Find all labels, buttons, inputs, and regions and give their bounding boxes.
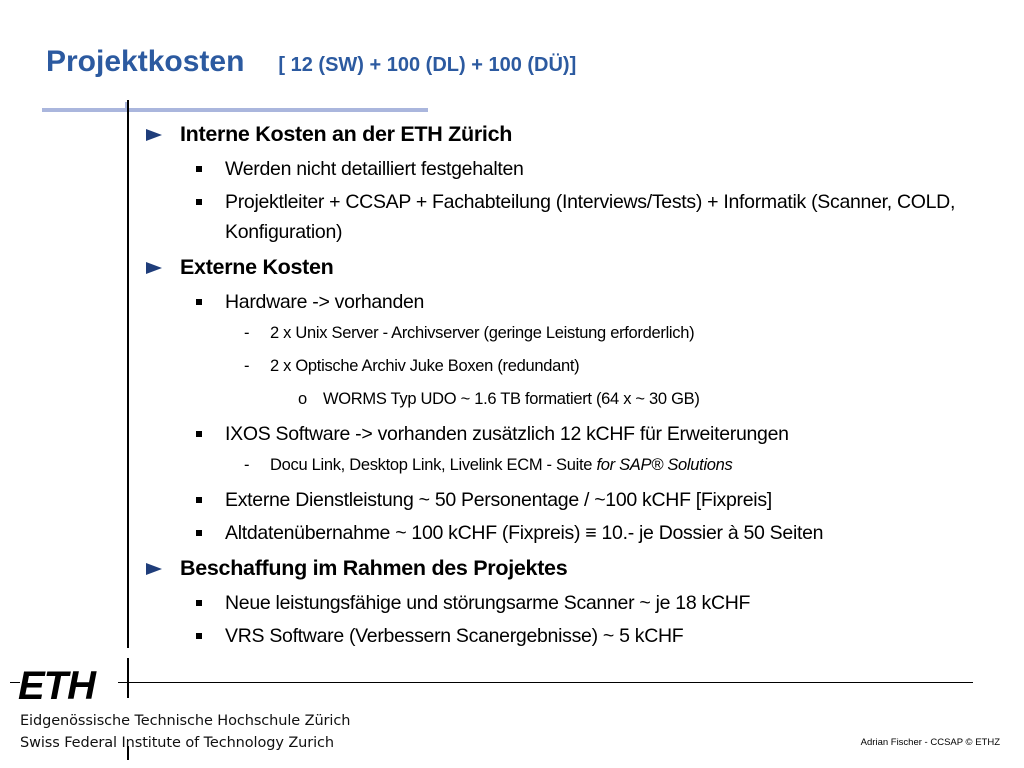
dash-bullet: - xyxy=(244,357,250,375)
section-heading: Externe Kosten xyxy=(180,255,334,279)
list-item-text: VRS Software (Verbessern Scanergebnisse) ~ 5 kCHF xyxy=(225,625,684,647)
eth-wordmark-line1: Eidgenössische Technische Hochschule Zürich xyxy=(20,713,351,729)
square-bullet-icon xyxy=(196,166,202,172)
arrow-bullet-icon xyxy=(146,563,162,575)
vertical-divider-lower xyxy=(127,658,129,698)
eth-wordmark-line2: Swiss Federal Institute of Technology Zurich xyxy=(20,735,335,751)
title-underline xyxy=(42,108,428,112)
list-item-text: Projektleiter + CCSAP + Fachabteilung (Interviews/Tests) + Informatik (Scanner, COLD, Konfiguration) xyxy=(225,191,956,243)
arrow-bullet-icon xyxy=(146,262,162,274)
list-item-text: Neue leistungsfähige und störungsarme Scanner ~ je 18 kCHF xyxy=(225,592,751,614)
sub-list-item-text: 2 x Unix Server - Archivserver (geringe Leistung erforderlich) xyxy=(270,324,695,342)
slide-title-main: Projektkosten xyxy=(46,45,245,78)
dash-bullet: - xyxy=(244,324,250,342)
eth-logo xyxy=(0,666,118,706)
square-bullet-icon xyxy=(196,530,202,536)
section-beschaffung xyxy=(146,552,981,585)
eth-logo-mark: ETH xyxy=(18,666,95,706)
list-item-text: Hardware -> vorhanden xyxy=(225,291,425,313)
list-item xyxy=(146,419,981,449)
list-item xyxy=(146,485,981,515)
section-heading: Beschaffung im Rahmen des Projektes xyxy=(180,556,568,580)
list-item xyxy=(146,287,981,317)
sub-sub-list-item-text: WORMS Typ UDO ~ 1.6 TB formatiert (64 x ~ 30 GB) xyxy=(323,390,700,408)
list-item xyxy=(146,621,981,651)
square-bullet-icon xyxy=(196,633,202,639)
list-item xyxy=(146,187,981,247)
slide-content xyxy=(146,114,981,651)
sub-list-item-text: 2 x Optische Archiv Juke Boxen (redundant) xyxy=(270,357,580,375)
list-item-text: IXOS Software -> vorhanden zusätzlich 12 kCHF für Erweiterungen xyxy=(225,423,789,445)
square-bullet-icon xyxy=(196,299,202,305)
sub-list-item-text-italic: for SAP® Solutions xyxy=(596,456,733,474)
slide-title-subtitle: [ 12 (SW) + 100 (DL) + 100 (DÜ)] xyxy=(278,54,577,76)
square-bullet-icon xyxy=(196,497,202,503)
slide-title xyxy=(46,42,576,79)
list-item-text: Externe Dienstleistung ~ 50 Personentage / ~100 kCHF [Fixpreis] xyxy=(225,489,772,511)
vertical-divider xyxy=(127,100,129,648)
eth-wordmark xyxy=(20,710,350,754)
square-bullet-icon xyxy=(196,600,202,606)
list-item xyxy=(146,588,981,618)
square-bullet-icon xyxy=(196,431,202,437)
sub-list-item xyxy=(146,317,981,350)
slide-footer: Adrian Fischer - CCSAP © ETHZ xyxy=(860,737,1000,748)
sub-list-item xyxy=(146,449,981,482)
square-bullet-icon xyxy=(196,199,202,205)
sub-sub-list-item xyxy=(146,383,981,416)
arrow-bullet-icon xyxy=(146,129,162,141)
section-externe-kosten xyxy=(146,251,981,284)
list-item xyxy=(146,154,981,184)
list-item xyxy=(146,518,981,548)
list-item-text: Werden nicht detailliert festgehalten xyxy=(225,158,524,180)
section-heading: Interne Kosten an der ETH Zürich xyxy=(180,122,513,146)
sub-list-item xyxy=(146,350,981,383)
sub-list-item-text-regular: Docu Link, Desktop Link, Livelink ECM - Suite xyxy=(270,456,597,474)
section-interne-kosten xyxy=(146,118,981,151)
sub-list-item-text xyxy=(270,456,733,474)
dash-bullet: - xyxy=(244,456,250,474)
horizontal-rule xyxy=(118,682,973,683)
list-item-text: Altdatenübernahme ~ 100 kCHF (Fixpreis) ≡ 10.- je Dossier à 50 Seiten xyxy=(225,522,824,544)
circle-bullet: o xyxy=(298,390,308,408)
